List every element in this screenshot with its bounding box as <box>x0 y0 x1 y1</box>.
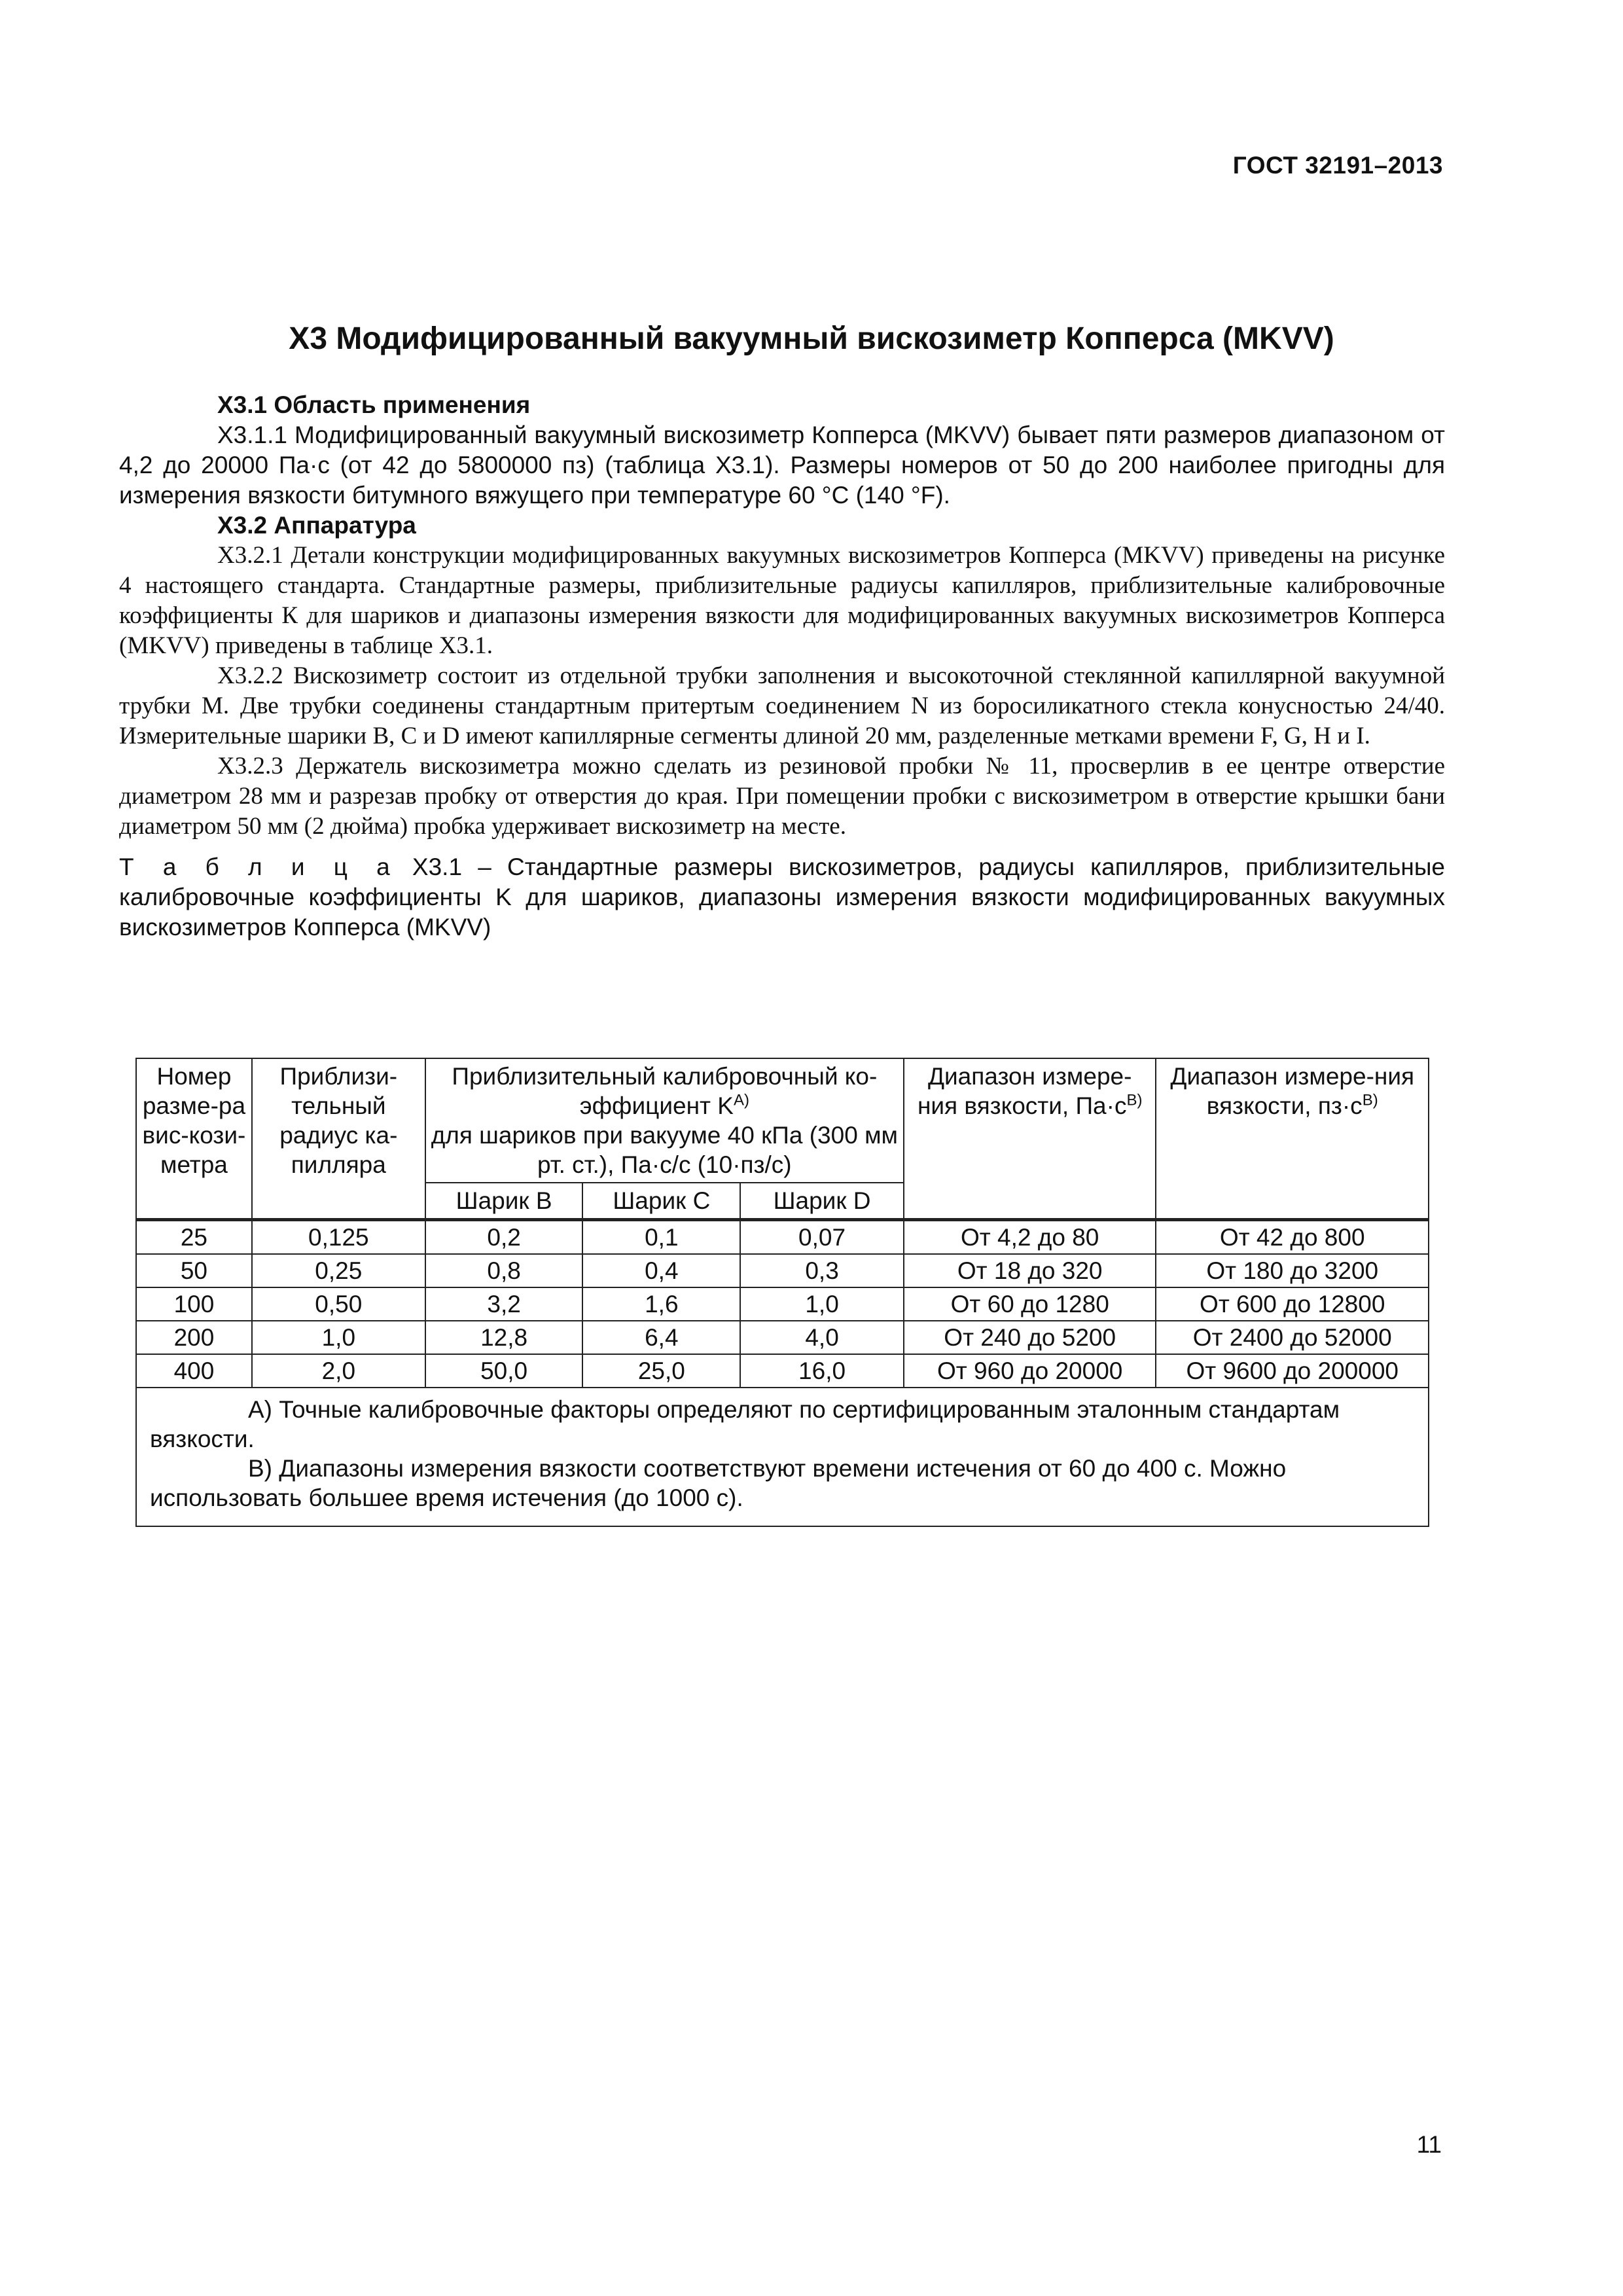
cell-ball-d: 4,0 <box>740 1321 904 1354</box>
section-body <box>119 390 1445 942</box>
cell-ball-c: 0,1 <box>582 1220 740 1255</box>
cell-ball-b: 12,8 <box>425 1321 583 1354</box>
table-caption-text: X3.1 – Стандартные размеры вискозиметров, радиусы капилляров, приблизительные калибровочные коэффициенты K для шариков, диапазоны измерения вязкости модифицированных вакуумных вискозиметров Копперса (MKVV) <box>119 853 1446 941</box>
note-a: A) Точные калибровочные факторы определяют по сертифицированным эталонным стандартам вязкости. <box>150 1396 1340 1452</box>
header-ball-d: Шарик D <box>740 1183 904 1220</box>
cell-range-pz: От 2400 до 52000 <box>1156 1321 1429 1354</box>
subsection-title-apparatus: X3.2 Аппаратура <box>217 512 416 539</box>
cell-radius: 0,50 <box>252 1287 425 1321</box>
cell-size: 400 <box>136 1354 252 1388</box>
cell-ball-d: 16,0 <box>740 1354 904 1388</box>
section-title: X3 Модифицированный вакуумный вискозиметр Копперса (MKVV) <box>289 321 1334 356</box>
cell-size: 50 <box>136 1254 252 1287</box>
cell-ball-b: 50,0 <box>425 1354 583 1388</box>
table-row <box>136 1220 1429 1255</box>
cell-radius: 0,25 <box>252 1254 425 1287</box>
cell-radius: 2,0 <box>252 1354 425 1388</box>
table-row <box>136 1287 1429 1321</box>
cell-range-pz: От 180 до 3200 <box>1156 1254 1429 1287</box>
cell-range-pas: От 4,2 до 80 <box>904 1220 1156 1255</box>
cell-range-pas: От 18 до 320 <box>904 1254 1156 1287</box>
table-caption <box>119 852 1445 942</box>
note-b: B) Диапазоны измерения вязкости соответствуют времени истечения от 60 до 400 с. Можно использовать большее время истечения (до 1000 с). <box>150 1455 1287 1511</box>
table-notes <box>136 1388 1429 1526</box>
header-ball-c: Шарик C <box>582 1183 740 1220</box>
subsection-title-scope: X3.1 Область применения <box>217 391 531 418</box>
cell-range-pz: От 42 до 800 <box>1156 1220 1429 1255</box>
paragraph-x3-2-1: X3.2.1 Детали конструкции модифицированных вакуумных вискозиметров Копперса (MKVV) приведены на рисунке 4 настоящего стандарта. Стандартные размеры, приблизительные радиусы капилляров, приблизительные калибровочные коэффициенты К для шариков и диапазоны измерения вязкости для модифицированных вакуумных вискозиметров Копперса (MKVV) приведены в таблице X3.1. <box>119 542 1445 659</box>
cell-size: 25 <box>136 1220 252 1255</box>
header-ball-b: Шарик B <box>425 1183 583 1220</box>
cell-ball-b: 0,8 <box>425 1254 583 1287</box>
cell-ball-c: 6,4 <box>582 1321 740 1354</box>
cell-range-pz: От 9600 до 200000 <box>1156 1354 1429 1388</box>
cell-ball-b: 0,2 <box>425 1220 583 1255</box>
table-row <box>136 1321 1429 1354</box>
document-code: ГОСТ 32191–2013 <box>1232 152 1443 179</box>
header-radius: Приблизи-тельный радиус ка-пилляра <box>252 1058 425 1220</box>
cell-range-pas: От 60 до 1280 <box>904 1287 1156 1321</box>
cell-radius: 1,0 <box>252 1321 425 1354</box>
table-row <box>136 1354 1429 1388</box>
cell-radius: 0,125 <box>252 1220 425 1255</box>
cell-ball-c: 1,6 <box>582 1287 740 1321</box>
cell-range-pz: От 600 до 12800 <box>1156 1287 1429 1321</box>
table-notes-row <box>136 1388 1429 1526</box>
paragraph-x3-2-2: X3.2.2 Вискозиметр состоит из отдельной трубки заполнения и высокоточной стеклянной капиллярной вакуумной трубки М. Две трубки соединены стандартным притертым соединением N из боросиликатного стекла конусностью 24/40. Измерительные шарики В, С и D имеют капиллярные сегменты длиной 20 мм, разделенные метками времени F, G, H и I. <box>119 662 1445 749</box>
page-number: 11 <box>1416 2131 1442 2158</box>
table-row <box>136 1254 1429 1287</box>
header-range-pas: Диапазон измере-ния вязкости, $Па\cdot с^{B)}$ <box>904 1058 1156 1220</box>
viscometer-table <box>135 1058 1429 1527</box>
paragraph-x3-2-3: X3.2.3 Держатель вискозиметра можно сделать из резиновой пробки № 11, просверлив в ее центре отверстие диаметром 28 мм и разрезав пробку от отверстия до края. При помещении пробки с вискозиметром в отверстие крышки бани диаметром 50 мм (2 дюйма) пробка удерживает вискозиметр на месте. <box>119 753 1445 840</box>
cell-ball-d: 1,0 <box>740 1287 904 1321</box>
cell-ball-c: 0,4 <box>582 1254 740 1287</box>
cell-ball-c: 25,0 <box>582 1354 740 1388</box>
cell-ball-d: 0,07 <box>740 1220 904 1255</box>
header-size: Номер разме-ра вис-кози-метра <box>136 1058 252 1220</box>
table-caption-prefix: Т а б л и ц а <box>119 853 397 880</box>
cell-size: 100 <box>136 1287 252 1321</box>
cell-ball-d: 0,3 <box>740 1254 904 1287</box>
cell-range-pas: От 960 до 20000 <box>904 1354 1156 1388</box>
paragraph-x3-1-1: X3.1.1 Модифицированный вакуумный вискозиметр Копперса (MKVV) бывает пяти размеров диапазоном от 4,2 до 20000 Па·с (от 42 до 5800000 пз) (таблица X3.1). Размеры номеров от 50 до 200 наиболее пригодны для измерения вязкости битумного вяжущего при температуре 60 °С (140 °F). <box>119 422 1445 509</box>
cell-size: 200 <box>136 1321 252 1354</box>
cell-range-pas: От 240 до 5200 <box>904 1321 1156 1354</box>
header-range-pz: Диапазон измере-ния вязкости, $пз\cdot с^{B)}$ <box>1156 1058 1429 1220</box>
header-coefficient: Приблизительный калибровочный ко-эффициент $K^{A)}$ для шариков при вакууме 40 кПа (300 мм рт. ст.), Па·с/с (10·пз/с) <box>425 1058 904 1183</box>
cell-ball-b: 3,2 <box>425 1287 583 1321</box>
